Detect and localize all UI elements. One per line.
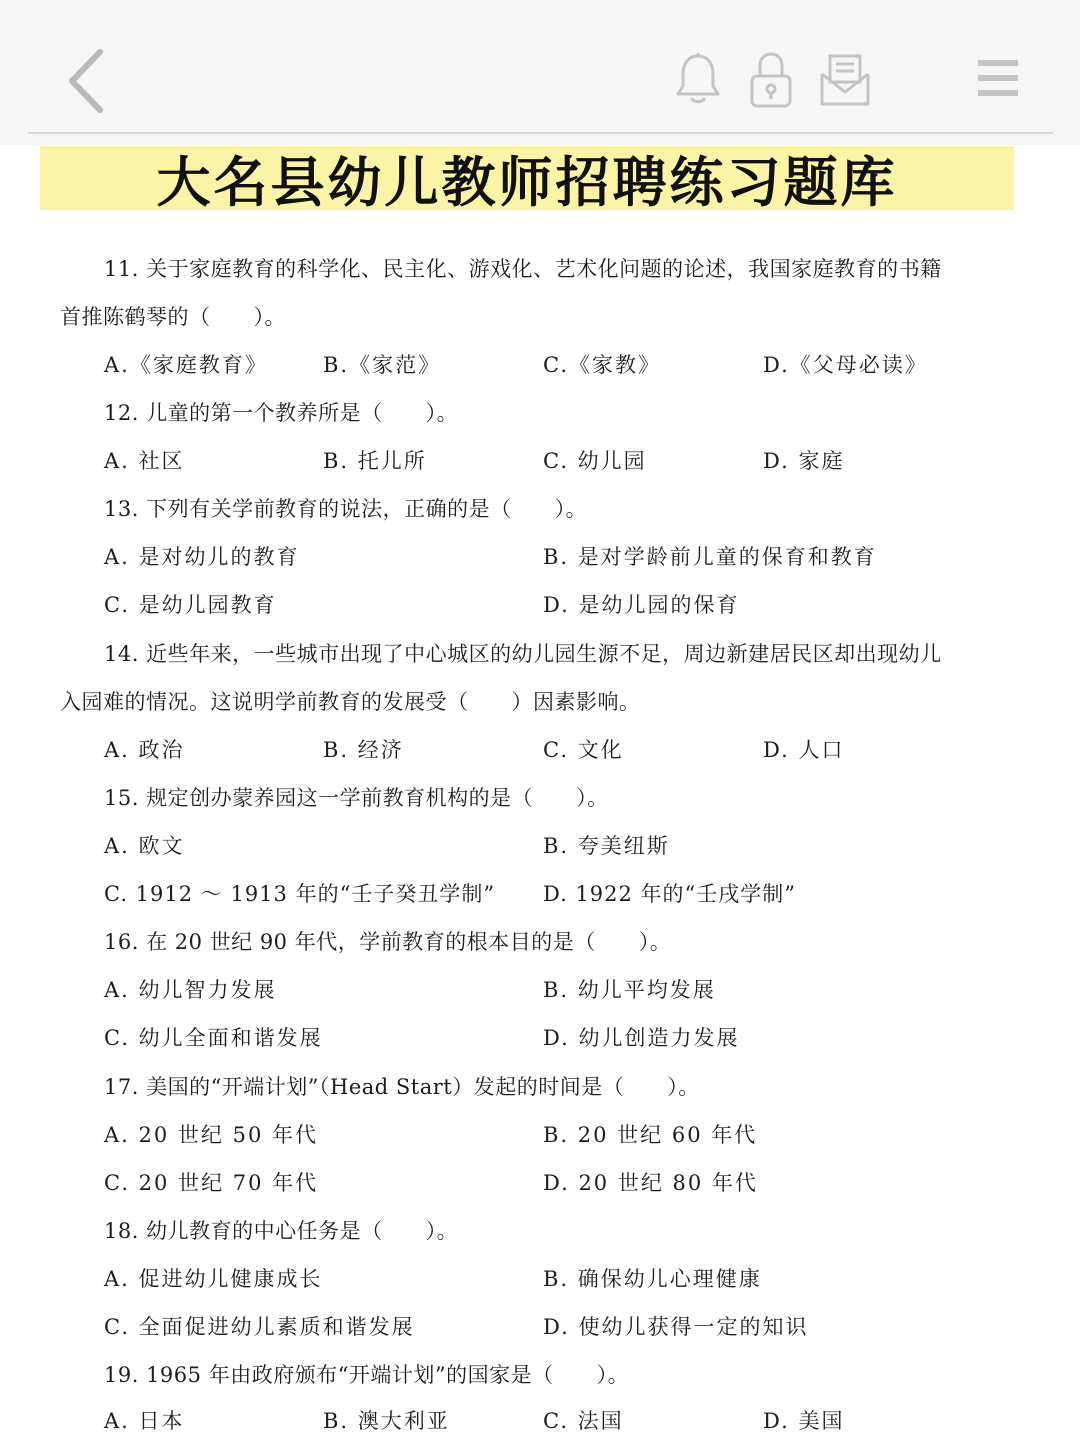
option-b: B. 是对学龄前儿童的保育和教育: [543, 545, 877, 569]
question-stem: 17. 美国的“开端计划”（Head Start）发起的时间是（ ）。: [104, 1075, 700, 1099]
option-b: B. 20 世纪 60 年代: [543, 1123, 758, 1147]
option-a: A. 社区: [104, 449, 185, 473]
option-a: A. 欧文: [104, 834, 185, 858]
option-d: D. 美国: [763, 1409, 845, 1433]
option-c: C. 全面促进幼儿素质和谐发展: [104, 1315, 415, 1339]
option-b: B. 确保幼儿心理健康: [543, 1267, 762, 1291]
title-banner: [40, 146, 1014, 214]
question-stem: 15. 规定创办蒙养园这一学前教育机构的是（ ）。: [104, 786, 609, 810]
option-a: A. 是对幼儿的教育: [104, 545, 300, 569]
option-b: B.《家范》: [323, 353, 442, 377]
lock-icon[interactable]: [748, 50, 794, 110]
bell-icon[interactable]: [674, 52, 722, 108]
option-b: B. 经济: [323, 738, 404, 762]
back-chevron-icon[interactable]: [60, 46, 112, 116]
option-c: C. 20 世纪 70 年代: [104, 1171, 319, 1195]
page-title: 大名县幼儿教师招聘练习题库: [156, 150, 898, 214]
option-a: A. 幼儿智力发展: [104, 978, 277, 1002]
toolbar-divider: [28, 132, 1053, 134]
option-c: C. 1912 ～ 1913 年的“壬子癸丑学制”: [104, 882, 496, 906]
option-b: B. 澳大利亚: [323, 1409, 450, 1433]
option-a: A.《家庭教育》: [104, 353, 268, 377]
question-stem: 19. 1965 年由政府颁布“开端计划”的国家是（ ）。: [104, 1363, 630, 1387]
option-b: B. 幼儿平均发展: [543, 978, 716, 1002]
option-d: D. 1922 年的“壬戌学制”: [543, 882, 797, 906]
question-stem: 14. 近些年来，一些城市出现了中心城区的幼儿园生源不足，周边新建居民区却出现幼儿: [104, 642, 942, 666]
menu-icon[interactable]: [974, 58, 1022, 98]
option-b: B. 夸美纽斯: [543, 834, 670, 858]
question-stem-continued: 入园难的情况。这说明学前教育的发展受（ ）因素影响。: [60, 690, 641, 714]
mail-icon[interactable]: [818, 52, 872, 108]
option-d: D. 幼儿创造力发展: [543, 1026, 740, 1050]
question-stem: 12. 儿童的第一个教养所是（ ）。: [104, 401, 459, 425]
option-a: A. 日本: [104, 1409, 185, 1433]
option-d: D. 家庭: [763, 449, 845, 473]
option-a: A. 20 世纪 50 年代: [104, 1123, 318, 1147]
option-c: C. 法国: [543, 1409, 624, 1433]
option-c: C. 幼儿园: [543, 449, 647, 473]
option-d: D.《父母必读》: [763, 353, 928, 377]
question-stem: 13. 下列有关学前教育的说法，正确的是（ ）。: [104, 497, 588, 521]
option-d: D. 20 世纪 80 年代: [543, 1171, 758, 1195]
option-c: C. 幼儿全面和谐发展: [104, 1026, 323, 1050]
option-a: A. 促进幼儿健康成长: [104, 1267, 323, 1291]
option-c: C.《家教》: [543, 353, 661, 377]
option-d: D. 人口: [763, 738, 845, 762]
question-stem-continued: 首推陈鹤琴的（ ）。: [60, 305, 286, 329]
question-stem: 16. 在 20 世纪 90 年代，学前教育的根本目的是（ ）。: [104, 930, 672, 954]
option-b: B. 托儿所: [323, 449, 427, 473]
question-stem: 11. 关于家庭教育的科学化、民主化、游戏化、艺术化问题的论述，我国家庭教育的书籍: [104, 257, 942, 281]
question-stem: 18. 幼儿教育的中心任务是（ ）。: [104, 1219, 459, 1243]
option-c: C. 文化: [543, 738, 624, 762]
option-d: D. 是幼儿园的保育: [543, 593, 740, 617]
top-toolbar: [0, 0, 1080, 145]
option-a: A. 政治: [104, 738, 185, 762]
option-c: C. 是幼儿园教育: [104, 593, 277, 617]
option-d: D. 使幼儿获得一定的知识: [543, 1315, 809, 1339]
